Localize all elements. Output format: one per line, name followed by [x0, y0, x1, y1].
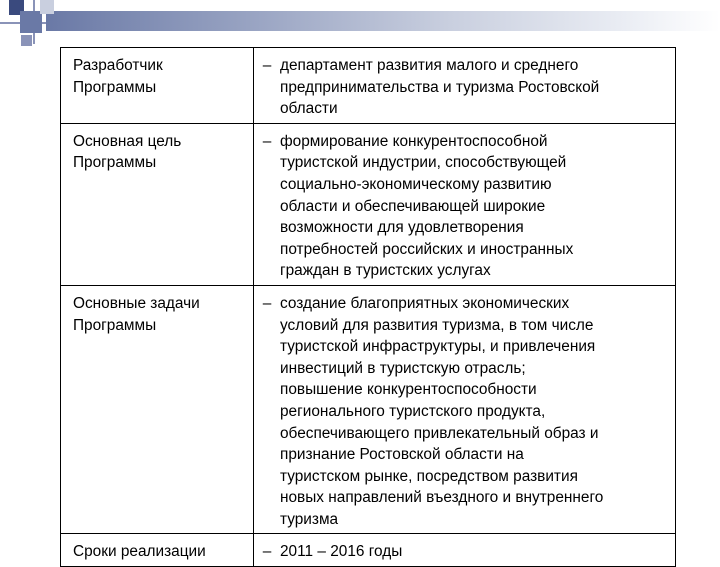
row-description-cell	[254, 48, 676, 124]
program-table	[60, 47, 676, 567]
dash-marker: –	[262, 57, 272, 74]
description-line: повышение конкурентоспособности	[280, 381, 537, 399]
row-label-line: Программы	[73, 78, 157, 96]
row-label-cell	[61, 48, 254, 124]
description-line: признание Ростовской области на	[280, 446, 524, 464]
table-row	[61, 534, 676, 567]
description-line: туристской инфраструктуры, и привлечения	[280, 338, 596, 356]
dash-marker: –	[262, 543, 272, 561]
description-line: регионального туристского продукта,	[280, 402, 546, 420]
description-line: предпринимательства и туризма Ростовской	[280, 78, 600, 96]
row-description-cell	[254, 123, 676, 285]
row-label-cell	[61, 534, 254, 567]
table-row	[61, 123, 676, 285]
description-line: потребностей российских и иностранных	[280, 240, 574, 258]
row-label-line: Программы	[73, 316, 157, 334]
description-line: области и обеспечивающей широкие	[280, 197, 546, 215]
description-line: формирование конкурентоспособной	[280, 132, 548, 150]
description-line: обеспечивающего привлекательный образ и	[280, 424, 599, 442]
description-line: новых направлений въездного и внутреннего	[280, 489, 604, 507]
table-row	[61, 48, 676, 124]
dash-marker: –	[262, 132, 272, 150]
row-description-cell	[254, 285, 676, 534]
row-label-line: Разработчик	[73, 57, 163, 74]
decoration-square-small	[21, 35, 32, 46]
row-label-cell	[61, 285, 254, 534]
description-line: туризма	[280, 510, 339, 528]
description-line: 2011 – 2016 годы	[280, 543, 403, 561]
description-line: туристском рынке, посредством развития	[280, 467, 578, 485]
description-line: туристской индустрии, способствующей	[280, 154, 567, 172]
description-line: инвестиций в туристскую отрасль;	[280, 359, 526, 377]
decoration-square-light	[40, 0, 54, 14]
decoration-square-mid	[20, 11, 42, 33]
row-description-text	[280, 55, 671, 120]
description-line: департамент развития малого и среднего	[280, 57, 579, 74]
row-label-line: Программы	[73, 154, 157, 172]
description-line: возможности для удовлетворения	[280, 219, 524, 237]
description-line: области	[280, 100, 338, 118]
row-label-cell	[61, 123, 254, 285]
description-line: условий для развития туризма, в том числе	[280, 316, 594, 334]
row-description-text	[280, 131, 671, 282]
row-description-cell	[254, 534, 676, 567]
row-label-line: Основные задачи	[73, 294, 200, 312]
row-description-text	[280, 293, 671, 531]
description-line: граждан в туристских услугах	[280, 262, 491, 280]
description-line: социально-экономическому развитию	[280, 175, 552, 193]
row-label-line: Сроки реализации	[73, 543, 206, 561]
row-description-text	[280, 541, 671, 563]
description-line: создание благоприятных экономических	[280, 294, 570, 312]
table-row	[61, 285, 676, 534]
dash-marker: –	[262, 294, 272, 312]
header-gradient-bar	[46, 11, 720, 31]
row-label-line: Основная цель	[73, 132, 182, 150]
